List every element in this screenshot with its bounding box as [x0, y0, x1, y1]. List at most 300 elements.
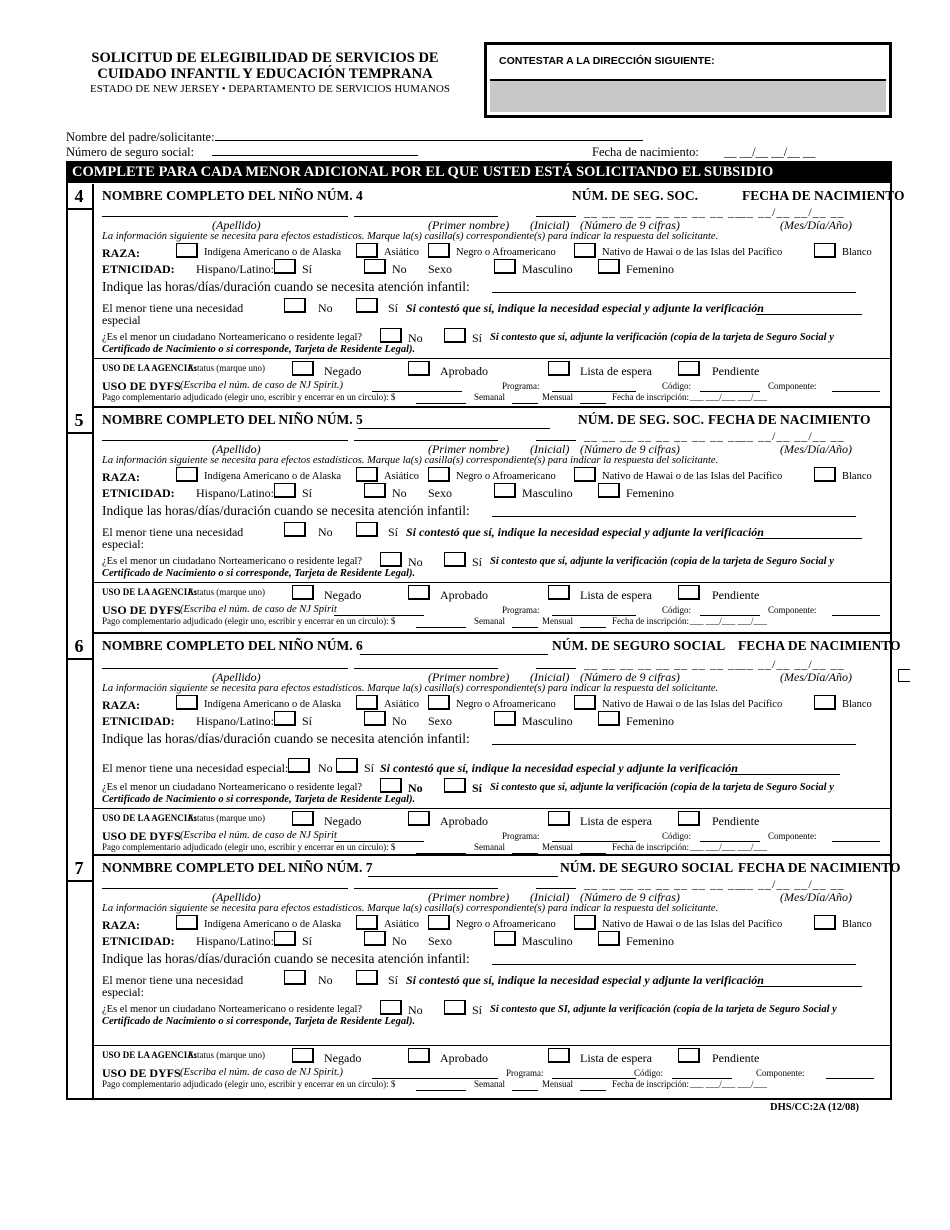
status-lista-checkbox[interactable] [548, 811, 570, 826]
program-label: Programa: [502, 831, 540, 841]
program-field[interactable] [552, 381, 636, 392]
enrollment-date-label: Fecha de inscripción: [612, 1079, 689, 1089]
dyfs-use-label: USO DE DYFS [102, 379, 181, 393]
hispanic-label: Hispano/Latino: [196, 486, 274, 500]
initial-label: (Inicial) [530, 218, 570, 232]
citizen-note: Si contesto que sí, adjunte la verificación (copia de la tarjeta de Seguro Social y [490, 556, 834, 567]
hispanic-yes-label: Sí [302, 714, 313, 728]
ssn-digits-label: (Número de 9 cifras) [580, 218, 680, 232]
hispanic-label: Hispano/Latino: [196, 262, 274, 276]
program-label: Programa: [502, 381, 540, 391]
monthly-field[interactable] [580, 1080, 606, 1091]
dyfs-case-field[interactable] [334, 831, 424, 842]
special-need-label-2: especial: [102, 985, 144, 999]
ethnicity-label: ETNICIDAD: [102, 934, 175, 948]
race-checkbox[interactable] [428, 243, 450, 258]
program-field[interactable] [552, 605, 636, 616]
hispanic-label: Hispano/Latino: [196, 714, 274, 728]
race-checkbox[interactable] [176, 243, 198, 258]
citizen-no-checkbox[interactable] [380, 1000, 402, 1015]
citizen-note-2: Certificado de Nacimiento o si corresponde, Tarjeta de Residente Legal). [102, 344, 416, 355]
race-option: Blanco [842, 919, 872, 930]
special-need-yes-label: Sí [364, 761, 375, 775]
weekly-label: Semanal [474, 392, 505, 402]
last-name-field[interactable] [102, 658, 348, 669]
initial-field[interactable] [536, 658, 576, 669]
race-checkbox[interactable] [574, 695, 596, 710]
race-checkbox[interactable] [356, 467, 378, 482]
monthly-field[interactable] [580, 393, 606, 404]
race-checkbox[interactable] [814, 915, 836, 930]
hours-field[interactable] [492, 282, 856, 293]
first-name-label: (Primer nombre) [428, 670, 510, 684]
initial-label: (Inicial) [530, 442, 570, 456]
form-id: DHS/CC:2A (12/08) [770, 1102, 859, 1113]
special-need-no-label: No [318, 525, 333, 539]
status-negado-checkbox[interactable] [292, 361, 314, 376]
female-checkbox[interactable] [598, 259, 620, 274]
hispanic-yes-checkbox[interactable] [274, 931, 296, 946]
agency-use-label: USO DE LA AGENCIA: [102, 363, 197, 373]
hours-field[interactable] [492, 954, 856, 965]
special-need-label-2: especial [102, 313, 141, 327]
applicant-ssn-field[interactable] [212, 145, 418, 156]
child-ssn-title: NÚM. DE SEGURO SOCIAL [552, 638, 726, 653]
citizen-note-2: Certificado de Nacimiento o si corresponde, Tarjeta de Residente Legal). [102, 568, 416, 579]
female-checkbox[interactable] [598, 711, 620, 726]
dyfs-case-field[interactable] [372, 1068, 498, 1079]
code-field[interactable] [700, 381, 760, 392]
male-label: Masculino [522, 486, 573, 500]
status-negado-checkbox[interactable] [292, 1048, 314, 1063]
address-field[interactable] [490, 79, 886, 112]
citizen-yes-label: Sí [472, 781, 483, 795]
special-need-no-checkbox[interactable] [288, 758, 310, 773]
special-need-label: El menor tiene una necesidad [102, 525, 244, 539]
status-pendiente-checkbox[interactable] [678, 361, 700, 376]
female-label: Femenino [626, 934, 674, 948]
ssn-field[interactable]: __ __ __ __ __ __ __ __ __ [584, 429, 742, 443]
address-label: CONTESTAR A LA DIRECCIÓN SIGUIENTE: [499, 55, 715, 67]
special-need-field[interactable] [756, 304, 862, 315]
race-checkbox[interactable] [428, 695, 450, 710]
component-label: Componente: [768, 831, 817, 841]
race-option: Blanco [842, 471, 872, 482]
special-need-label: El menor tiene una necesidad [102, 973, 244, 987]
stats-note: La información siguiente se necesita para efectos estadísticos. Marque la(s) casilla(s) correspondiente(s) para indicar la respuesta del solicitante. [102, 903, 719, 914]
citizen-note: Si contesto que SI, adjunte la verificación (copia de la tarjeta de Seguro Social y [490, 1004, 837, 1015]
status-aprobado-checkbox[interactable] [408, 811, 430, 826]
dob-format-label: (Mes/Día/Año) [780, 218, 852, 232]
status-aprobado-label: Aprobado [440, 364, 488, 378]
initial-field[interactable] [536, 206, 576, 217]
margin-mark [898, 669, 910, 682]
first-name-field[interactable] [354, 878, 498, 889]
hours-field[interactable] [492, 734, 856, 745]
status-negado-label: Negado [324, 588, 362, 602]
ssn-digits-label: (Número de 9 cifras) [580, 890, 680, 904]
first-name-field[interactable] [354, 206, 498, 217]
race-checkbox[interactable] [356, 243, 378, 258]
child-number: 4 [66, 184, 94, 210]
agency-separator [94, 358, 892, 359]
agency-use-label: USO DE LA AGENCIA: [102, 813, 197, 823]
citizen-no-label: No [408, 555, 423, 569]
last-name-label: (Apellido) [212, 442, 261, 456]
race-checkbox[interactable] [356, 915, 378, 930]
citizen-yes-checkbox[interactable] [444, 552, 466, 567]
race-checkbox[interactable] [356, 695, 378, 710]
hours-field[interactable] [492, 506, 856, 517]
citizen-yes-label: Sí [472, 555, 483, 569]
weekly-field[interactable] [512, 393, 538, 404]
special-need-yes-checkbox[interactable] [356, 522, 378, 537]
code-label: Código: [634, 1068, 664, 1078]
race-checkbox[interactable] [428, 915, 450, 930]
hispanic-no-label: No [392, 486, 407, 500]
special-need-yes-checkbox[interactable] [336, 758, 358, 773]
code-label: Código: [662, 605, 692, 615]
male-checkbox[interactable] [494, 259, 516, 274]
race-option: Indígena Americano o de Alaska [204, 247, 342, 258]
hispanic-no-checkbox[interactable] [364, 931, 386, 946]
section-divider [92, 408, 94, 634]
monthly-label: Mensual [542, 842, 573, 852]
status-negado-label: Negado [324, 364, 362, 378]
last-name-field[interactable] [102, 878, 348, 889]
monthly-field[interactable] [580, 843, 606, 854]
race-checkbox[interactable] [574, 467, 596, 482]
child-name-title: NOMBRE COMPLETO DEL NIÑO NÚM. 5 [102, 412, 363, 427]
stats-note: La información siguiente se necesita para efectos estadísticos. Marque la(s) casilla(s) correspondiente(s) para indicar la respuesta del solicitante. [102, 455, 719, 466]
stats-note: La información siguiente se necesita para efectos estadísticos. Marque la(s) casilla(s) correspondiente(s) para indicar la respuesta del solicitante. [102, 683, 719, 694]
weekly-field[interactable] [512, 1080, 538, 1091]
status-lista-checkbox[interactable] [548, 585, 570, 600]
initial-field[interactable] [536, 878, 576, 889]
status-aprobado-label: Aprobado [440, 588, 488, 602]
male-checkbox[interactable] [494, 711, 516, 726]
last-name-label: (Apellido) [212, 670, 261, 684]
status-lista-label: Lista de espera [580, 588, 652, 602]
race-option: Indígena Americano o de Alaska [204, 471, 342, 482]
initial-label: (Inicial) [530, 670, 570, 684]
race-checkbox[interactable] [574, 243, 596, 258]
child-section [66, 856, 901, 1100]
citizen-question: ¿Es el menor un ciudadano Norteamericano o residente legal? [102, 782, 363, 793]
status-aprobado-checkbox[interactable] [408, 1048, 430, 1063]
status-pendiente-label: Pendiente [712, 588, 760, 602]
address-box [484, 42, 892, 118]
payment-amount-field[interactable] [416, 843, 466, 854]
male-label: Masculino [522, 262, 573, 276]
child-section [66, 184, 905, 408]
first-name-label: (Primer nombre) [428, 890, 510, 904]
program-label: Programa: [506, 1068, 544, 1078]
race-option: Blanco [842, 699, 872, 710]
hispanic-yes-checkbox[interactable] [274, 483, 296, 498]
hispanic-no-label: No [392, 714, 407, 728]
race-checkbox[interactable] [814, 243, 836, 258]
status-lista-label: Lista de espera [580, 814, 652, 828]
child-ssn-title: NÚM. DE SEG. SOC. [572, 188, 699, 203]
citizen-question: ¿Es el menor un ciudadano Norteamericano o residente legal? [102, 556, 363, 567]
enrollment-date-field[interactable]: ___ ___/___ ___/___ [690, 392, 768, 402]
status-negado-label: Negado [324, 1051, 362, 1065]
hispanic-yes-checkbox[interactable] [274, 711, 296, 726]
special-need-yes-checkbox[interactable] [356, 970, 378, 985]
component-field[interactable] [826, 1068, 874, 1079]
status-pendiente-checkbox[interactable] [678, 811, 700, 826]
agency-separator [94, 1045, 892, 1046]
dob-field[interactable]: __ __/__ __/__ __ [740, 205, 845, 219]
citizen-note: Si contesto que sí, adjunte la verificación (copia de la tarjeta de Seguro Social y [490, 332, 834, 343]
enrollment-date-label: Fecha de inscripción: [612, 842, 689, 852]
section-divider [92, 856, 94, 1100]
special-need-no-label: No [318, 973, 333, 987]
race-option: Nativo de Hawai o de las Islas del Pacífico [602, 471, 783, 482]
hispanic-no-checkbox[interactable] [364, 483, 386, 498]
status-aprobado-label: Aprobado [440, 814, 488, 828]
dob-field[interactable]: __ __/__ __/__ __ [740, 877, 845, 891]
component-field[interactable] [832, 831, 880, 842]
status-pendiente-label: Pendiente [712, 364, 760, 378]
status-pendiente-label: Pendiente [712, 1051, 760, 1065]
citizen-note: Si contesto que sí, adjunte la verificación (copia de la tarjeta de Seguro Social y [490, 782, 834, 793]
citizen-yes-checkbox[interactable] [444, 778, 466, 793]
enrollment-date-field[interactable]: ___ ___/___ ___/___ [690, 1079, 768, 1089]
child-number: 5 [66, 408, 94, 434]
status-aprobado-checkbox[interactable] [408, 585, 430, 600]
section-divider [92, 634, 94, 856]
last-name-label: (Apellido) [212, 218, 261, 232]
citizen-question: ¿Es el menor un ciudadano Norteamericano o residente legal? [102, 1004, 363, 1015]
male-label: Masculino [522, 714, 573, 728]
child-section [66, 634, 901, 856]
race-option: Asiático [384, 471, 419, 482]
ssn-field[interactable]: __ __ __ __ __ __ __ __ __ [584, 657, 742, 671]
male-label: Masculino [522, 934, 573, 948]
code-label: Código: [662, 831, 692, 841]
applicant-dob-label: Fecha de nacimiento: [592, 145, 699, 159]
special-need-yes-label: Sí [388, 301, 399, 315]
status-lista-checkbox[interactable] [548, 1048, 570, 1063]
special-need-label-2: especial: [102, 537, 144, 551]
citizen-no-label: No [408, 331, 423, 345]
race-option: Indígena Americano o de Alaska [204, 919, 342, 930]
agency-status-hint: Estatus (marque uno) [188, 813, 265, 823]
dyfs-hint: (Escriba el núm. de caso de NJ Spirit.) [180, 380, 344, 391]
payment-amount-field[interactable] [416, 1080, 466, 1091]
sex-label: Sexo [428, 486, 452, 500]
status-pendiente-label: Pendiente [712, 814, 760, 828]
applicant-ssn-row [66, 145, 418, 160]
citizen-question: ¿Es el menor un ciudadano Norteamericano o residente legal? [102, 332, 363, 343]
hours-label: Indique las horas/días/duración cuando se necesita atención infantil: [102, 503, 470, 518]
female-label: Femenino [626, 714, 674, 728]
citizen-yes-checkbox[interactable] [444, 328, 466, 343]
male-checkbox[interactable] [494, 931, 516, 946]
child-dob-title: FECHA DE NACIMIENTO [742, 188, 905, 203]
last-name-field[interactable] [102, 206, 348, 217]
payment-label: Pago complementario adjudicado (elegir uno, escribir y encerrar en un círculo): $ [102, 616, 396, 626]
citizen-no-label: No [408, 781, 423, 795]
special-need-yes-label: Sí [388, 973, 399, 987]
dob-field[interactable]: __ __/__ __/__ __ [740, 429, 845, 443]
race-checkbox[interactable] [176, 695, 198, 710]
child-dob-title: FECHA DE NACIMIENTO [738, 638, 901, 653]
citizen-no-checkbox[interactable] [380, 328, 402, 343]
hours-label: Indique las horas/días/duración cuando se necesita atención infantil: [102, 731, 470, 746]
weekly-label: Semanal [474, 842, 505, 852]
citizen-no-label: No [408, 1003, 423, 1017]
race-checkbox[interactable] [814, 695, 836, 710]
agency-status-hint: Estatus (marque uno) [188, 363, 265, 373]
payment-label: Pago complementario adjudicado (elegir uno, escribir y encerrar en un círculo): $ [102, 392, 396, 402]
race-option: Negro o Afroamericano [456, 919, 556, 930]
program-field[interactable] [552, 1068, 636, 1079]
initial-field[interactable] [536, 430, 576, 441]
special-need-field[interactable] [756, 976, 862, 987]
weekly-field[interactable] [512, 617, 538, 628]
monthly-label: Mensual [542, 616, 573, 626]
citizen-yes-checkbox[interactable] [444, 1000, 466, 1015]
race-option: Negro o Afroamericano [456, 247, 556, 258]
enrollment-date-field[interactable]: ___ ___/___ ___/___ [690, 842, 768, 852]
hispanic-label: Hispano/Latino: [196, 934, 274, 948]
special-need-yes-label: Sí [388, 525, 399, 539]
payment-amount-field[interactable] [416, 617, 466, 628]
form-subtitle: ESTADO DE NEW JERSEY • DEPARTAMENTO DE SERVICIOS HUMANOS [90, 83, 450, 95]
initial-label: (Inicial) [530, 890, 570, 904]
race-option: Nativo de Hawai o de las Islas del Pacífico [602, 247, 783, 258]
special-need-no-checkbox[interactable] [284, 522, 306, 537]
first-name-label: (Primer nombre) [428, 442, 510, 456]
program-field[interactable] [552, 831, 636, 842]
code-field[interactable] [700, 831, 760, 842]
dob-format-label: (Mes/Día/Año) [780, 442, 852, 456]
component-field[interactable] [832, 605, 880, 616]
special-need-no-label: No [318, 761, 333, 775]
special-need-note: Si contestó que sí, indique la necesidad especial y adjunte la verificación [406, 525, 764, 539]
status-negado-label: Negado [324, 814, 362, 828]
hispanic-no-label: No [392, 934, 407, 948]
race-option: Asiático [384, 919, 419, 930]
race-label: RAZA: [102, 698, 140, 712]
female-checkbox[interactable] [598, 931, 620, 946]
race-checkbox[interactable] [428, 467, 450, 482]
citizen-no-checkbox[interactable] [380, 778, 402, 793]
status-negado-checkbox[interactable] [292, 585, 314, 600]
race-option: Negro o Afroamericano [456, 471, 556, 482]
dyfs-use-label: USO DE DYFS [102, 1066, 181, 1080]
code-field[interactable] [672, 1068, 732, 1079]
payment-amount-field[interactable] [416, 393, 466, 404]
female-checkbox[interactable] [598, 483, 620, 498]
citizen-note-2: Certificado de Nacimiento o si corresponde, Tarjeta de Residente Legal). [102, 1016, 416, 1027]
component-label: Componente: [768, 381, 817, 391]
agency-status-hint: Estatus (marque uno) [188, 587, 265, 597]
hispanic-no-checkbox[interactable] [364, 711, 386, 726]
weekly-field[interactable] [512, 843, 538, 854]
ssn-field[interactable]: __ __ __ __ __ __ __ __ __ [584, 877, 742, 891]
dyfs-use-label: USO DE DYFS [102, 603, 181, 617]
enrollment-date-label: Fecha de inscripción: [612, 392, 689, 402]
hispanic-no-checkbox[interactable] [364, 259, 386, 274]
male-checkbox[interactable] [494, 483, 516, 498]
payment-label: Pago complementario adjudicado (elegir uno, escribir y encerrar en un círculo): $ [102, 842, 396, 852]
dyfs-case-field[interactable] [334, 605, 424, 616]
hispanic-yes-checkbox[interactable] [274, 259, 296, 274]
agency-status-hint: Estatus (marque uno) [188, 1050, 265, 1060]
hispanic-no-label: No [392, 262, 407, 276]
component-field[interactable] [832, 381, 880, 392]
citizen-no-checkbox[interactable] [380, 552, 402, 567]
special-need-field[interactable] [730, 764, 840, 775]
agency-use-label: USO DE LA AGENCIA: [102, 1050, 197, 1060]
race-checkbox[interactable] [176, 915, 198, 930]
enrollment-date-label: Fecha de inscripción: [612, 616, 689, 626]
child-number: 6 [66, 634, 94, 660]
first-name-field[interactable] [354, 658, 498, 669]
last-name-field[interactable] [102, 430, 348, 441]
special-need-field[interactable] [756, 528, 862, 539]
status-pendiente-checkbox[interactable] [678, 585, 700, 600]
race-option: Asiático [384, 699, 419, 710]
child-dob-title: FECHA DE NACIMIENTO [738, 860, 901, 875]
child-number: 7 [66, 856, 94, 882]
race-option: Nativo de Hawai o de las Islas del Pacífico [602, 919, 783, 930]
applicant-dob-field[interactable]: __ __/__ __/__ __ [724, 145, 816, 159]
applicant-name-field[interactable] [215, 130, 643, 141]
enrollment-date-field[interactable]: ___ ___/___ ___/___ [690, 616, 768, 626]
sex-label: Sexo [428, 262, 452, 276]
race-checkbox[interactable] [814, 467, 836, 482]
ssn-field[interactable]: __ __ __ __ __ __ __ __ __ [584, 205, 742, 219]
race-checkbox[interactable] [176, 467, 198, 482]
code-label: Código: [662, 381, 692, 391]
monthly-field[interactable] [580, 617, 606, 628]
child-name-title: NOMBRE COMPLETO DEL NIÑO NÚM. 4 [102, 188, 363, 203]
status-aprobado-checkbox[interactable] [408, 361, 430, 376]
dyfs-use-label: USO DE DYFS [102, 829, 181, 843]
code-field[interactable] [700, 605, 760, 616]
race-checkbox[interactable] [574, 915, 596, 930]
special-need-no-checkbox[interactable] [284, 970, 306, 985]
status-negado-checkbox[interactable] [292, 811, 314, 826]
status-lista-checkbox[interactable] [548, 361, 570, 376]
special-need-note: Si contestó que sí, indique la necesidad especial y adjunte la verificación [380, 761, 738, 775]
component-label: Componente: [768, 605, 817, 615]
special-need-label: El menor tiene una necesidad especial: [102, 761, 289, 775]
dob-field[interactable]: __ __/__ __/__ __ [740, 657, 845, 671]
dob-format-label: (Mes/Día/Año) [780, 890, 852, 904]
dyfs-case-field[interactable] [372, 381, 462, 392]
race-label: RAZA: [102, 470, 140, 484]
female-label: Femenino [626, 262, 674, 276]
dyfs-hint: (Escriba el núm. de caso de NJ Spirit [180, 604, 337, 615]
ethnicity-label: ETNICIDAD: [102, 262, 175, 276]
first-name-field[interactable] [354, 430, 498, 441]
special-need-no-checkbox[interactable] [284, 298, 306, 313]
hispanic-yes-label: Sí [302, 934, 313, 948]
race-label: RAZA: [102, 918, 140, 932]
section-banner: COMPLETE PARA CADA MENOR ADICIONAL POR EL QUE USTED ESTÁ SOLICITANDO EL SUBSIDIO [66, 161, 892, 183]
payment-label: Pago complementario adjudicado (elegir uno, escribir y encerrar en un círculo): $ [102, 1079, 396, 1089]
special-need-yes-checkbox[interactable] [356, 298, 378, 313]
hours-label: Indique las horas/días/duración cuando se necesita atención infantil: [102, 279, 470, 294]
status-pendiente-checkbox[interactable] [678, 1048, 700, 1063]
monthly-label: Mensual [542, 392, 573, 402]
